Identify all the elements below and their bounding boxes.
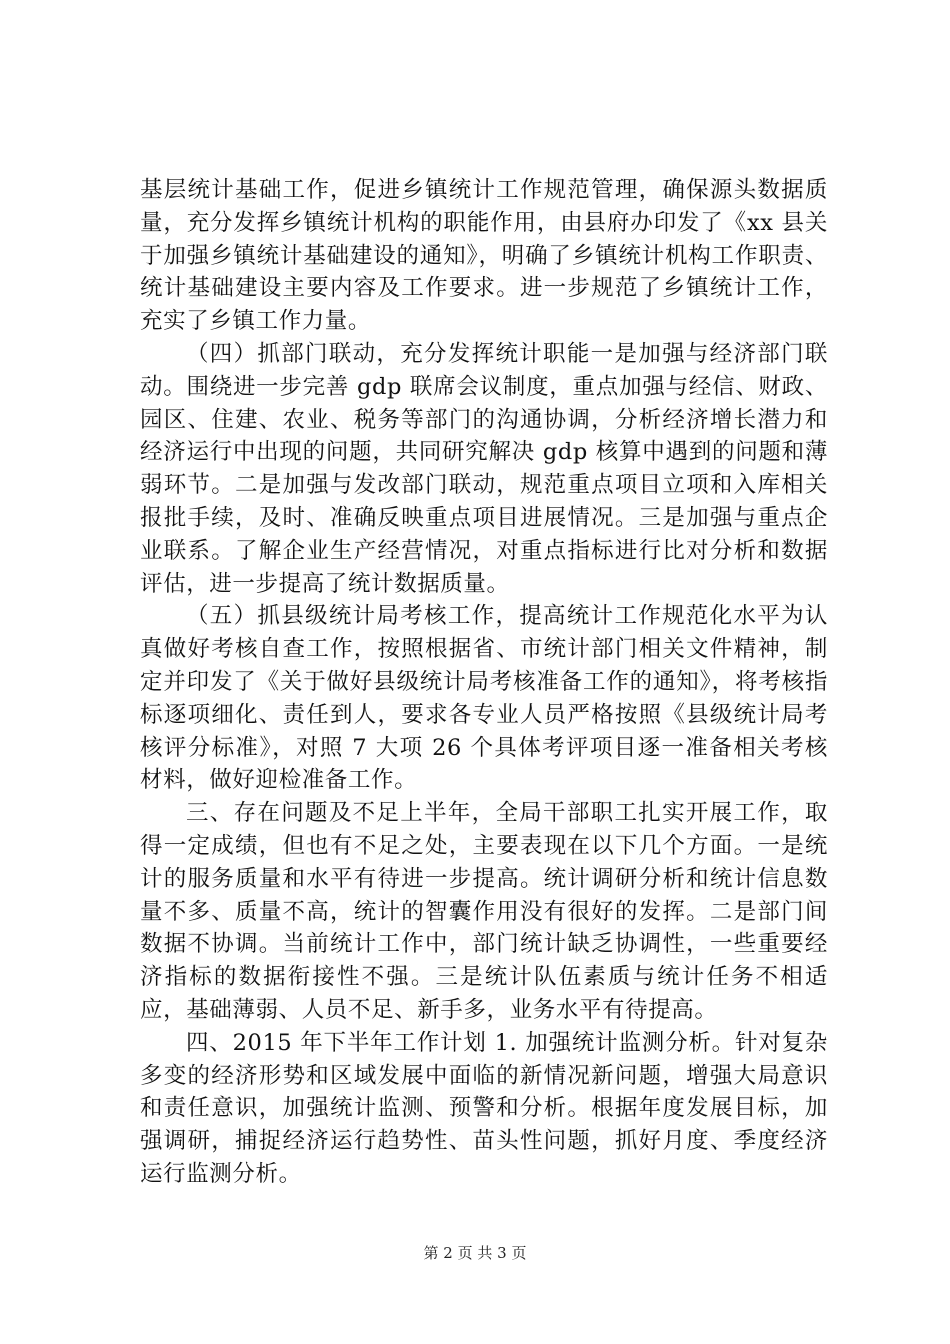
paragraph-section-five: （五）抓县级统计局考核工作，提高统计工作规范化水平为认真做好考核自查工作，按照根据省、市统计部门相关文件精神，制定并印发了《关于做好县级统计局考核准备工作的通知》，将考核指标逐项细化、责任到人，要求各专业人员严格按照《县级统计局考核评分标准》，对照 7 大项 26 个具体考评项目逐一准备相关考核材料，做好迎检准备工作。 bbox=[140, 603, 828, 794]
paragraph-problems: 三、存在问题及不足上半年，全局干部职工扎实开展工作，取得一定成绩，但也有不足之处，主要表现在以下几个方面。一是统计的服务质量和水平有待进一步提高。统计调研分析和统计信息数量不多、质量不高，统计的智囊作用没有很好的发挥。二是部门间数据不协调。当前统计工作中，部门统计缺乏协调性，一些重要经济指标的数据衔接性不强。三是统计队伍素质与统计任务不相适应，基础薄弱、人员不足、新手多，业务水平有待提高。 bbox=[140, 800, 828, 1023]
paragraph-plan: 四、2015 年下半年工作计划 1. 加强统计监测分析。针对复杂多变的经济形势和区域发展中面临的新情况新问题，增强大局意识和责任意识，加强统计监测、预警和分析。根据年度发展目标，加强调研，捕捉经济运行趋势性、苗头性问题，抓好月度、季度经济运行监测分析。 bbox=[140, 1029, 828, 1187]
paragraph-section-four: （四）抓部门联动，充分发挥统计职能一是加强与经济部门联动。围绕进一步完善 gdp 联席会议制度，重点加强与经信、财政、园区、住建、农业、税务等部门的沟通协调，分析经济增长潜力和经济运行中出现的问题，共同研究解决 gdp 核算中遇到的问题和薄弱环节。二是加强与发改部门联动，规范重点项目立项和入库相关报批手续，及时、准确反映重点项目进展情况。三是加强与重点企业联系。了解企业生产经营情况，对重点指标进行比对分析和数据评估，进一步提高了统计数据质量。 bbox=[140, 340, 828, 597]
page-footer: 第 2 页 共 3 页 bbox=[423, 1244, 527, 1262]
document-body bbox=[140, 174, 828, 1191]
paragraph-continuation: 基层统计基础工作，促进乡镇统计工作规范管理，确保源头数据质量，充分发挥乡镇统计机构的职能作用，由县府办印发了《xx 县关于加强乡镇统计基础建设的通知》，明确了乡镇统计机构工作职责、统计基础建设主要内容及工作要求。进一步规范了乡镇统计工作，充实了乡镇工作力量。 bbox=[140, 177, 828, 335]
